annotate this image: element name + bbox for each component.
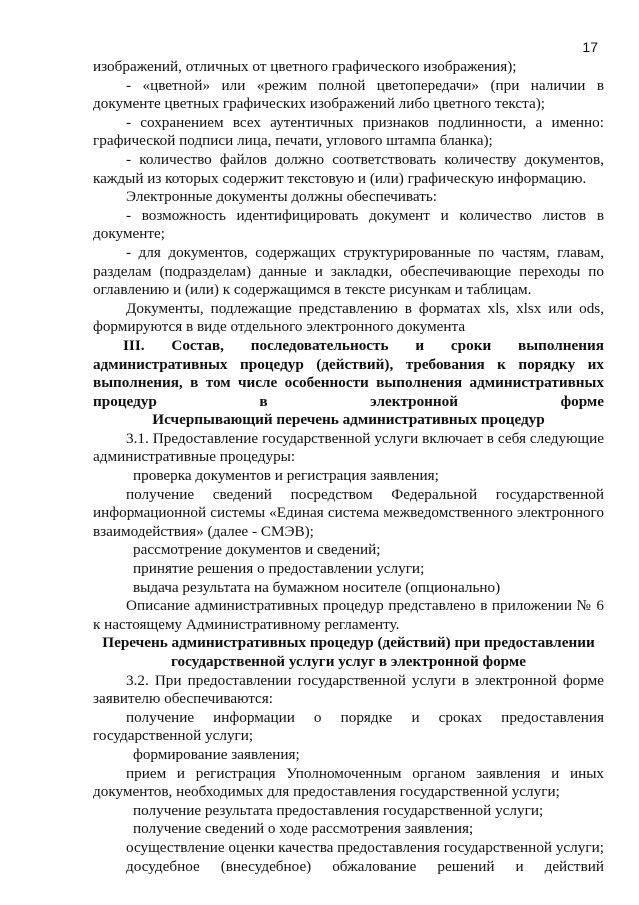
paragraph: - «цветной» или «режим полной цветопередачи» (при наличии в документе цветных графических изображений либо цветного текста); (93, 76, 604, 113)
list-item: рассмотрение документов и сведений; (133, 541, 381, 559)
list-item: принятие решения о предоставлении услуги; (133, 560, 425, 578)
paragraph: досудебное (внесудебное) обжалование решений и действий (126, 857, 604, 875)
paragraph: получение информации о порядке и сроках предоставления государственной услуги; (93, 708, 604, 745)
paragraph: изображений, отличных от цветного графического изображения); (93, 58, 517, 75)
paragraph: Документы, подлежащие представлению в форматах xls, xlsx или ods, формируются в виде отдельного электронного документа (93, 299, 604, 336)
subsection-heading: Исчерпывающий перечень административных процедур (152, 411, 545, 429)
list-item: проверка документов и регистрация заявления; (133, 467, 439, 485)
paragraph: Электронные документы должны обеспечивать: (126, 188, 437, 206)
paragraph: - сохранением всех аутентичных признаков подлинности, а именно: графической подписи лица, печати, углового штампа бланка); (93, 113, 604, 150)
list-item: выдача результата на бумажном носителе (опционально) (133, 578, 501, 596)
paragraph: 3.1. Предоставление государственной услуги включает в себя следующие административные процедуры: (93, 429, 604, 466)
document-body (93, 58, 604, 876)
page-number: 17 (582, 39, 598, 55)
paragraph: - количество файлов должно соответствовать количеству документов, каждый из которых содержит текстовую и (или) графическую информацию. (93, 150, 604, 187)
paragraph: прием и регистрация Уполномоченным органом заявления и иных документов, необходимых для предоставления государственной услуги; (93, 764, 604, 801)
paragraph: Описание административных процедур представлено в приложении № 6 к настоящему Административному регламенту. (93, 597, 604, 633)
paragraph: - для документов, содержащих структурированные по частям, главам, разделам (подразделам) данные и закладки, обеспечивающие переходы по оглавлению и (или) к содержащимся в тексте рисункам и таблицам. (93, 243, 604, 299)
paragraph: - возможность идентифицировать документ и количество листов в документе; (93, 206, 604, 243)
list-item: получение результата предоставления государственной услуги; (133, 801, 544, 819)
paragraph: осуществление оценки качества предоставления государственной услуги; (126, 838, 604, 856)
subsection-heading: Перечень административных процедур (действий) при предоставлении государственной услуги услуг в электронной форме (102, 634, 595, 670)
list-item: формирование заявления; (133, 745, 300, 763)
list-item: получение сведений о ходе рассмотрения заявления; (133, 820, 474, 838)
section-heading: III. Состав, последовательность и сроки выполнения административных процедур (действий), требования к порядку их выполнения, в том числе особенности выполнения административных процедур в электронной форме (93, 336, 604, 410)
paragraph: получение сведений посредством Федеральной государственной информационной системы «Единая система межведомственного электронного взаимодействия» (далее - СМЭВ); (93, 485, 604, 540)
paragraph: 3.2. При предоставлении государственной услуги в электронной форме заявителю обеспечиваются: (93, 671, 604, 708)
